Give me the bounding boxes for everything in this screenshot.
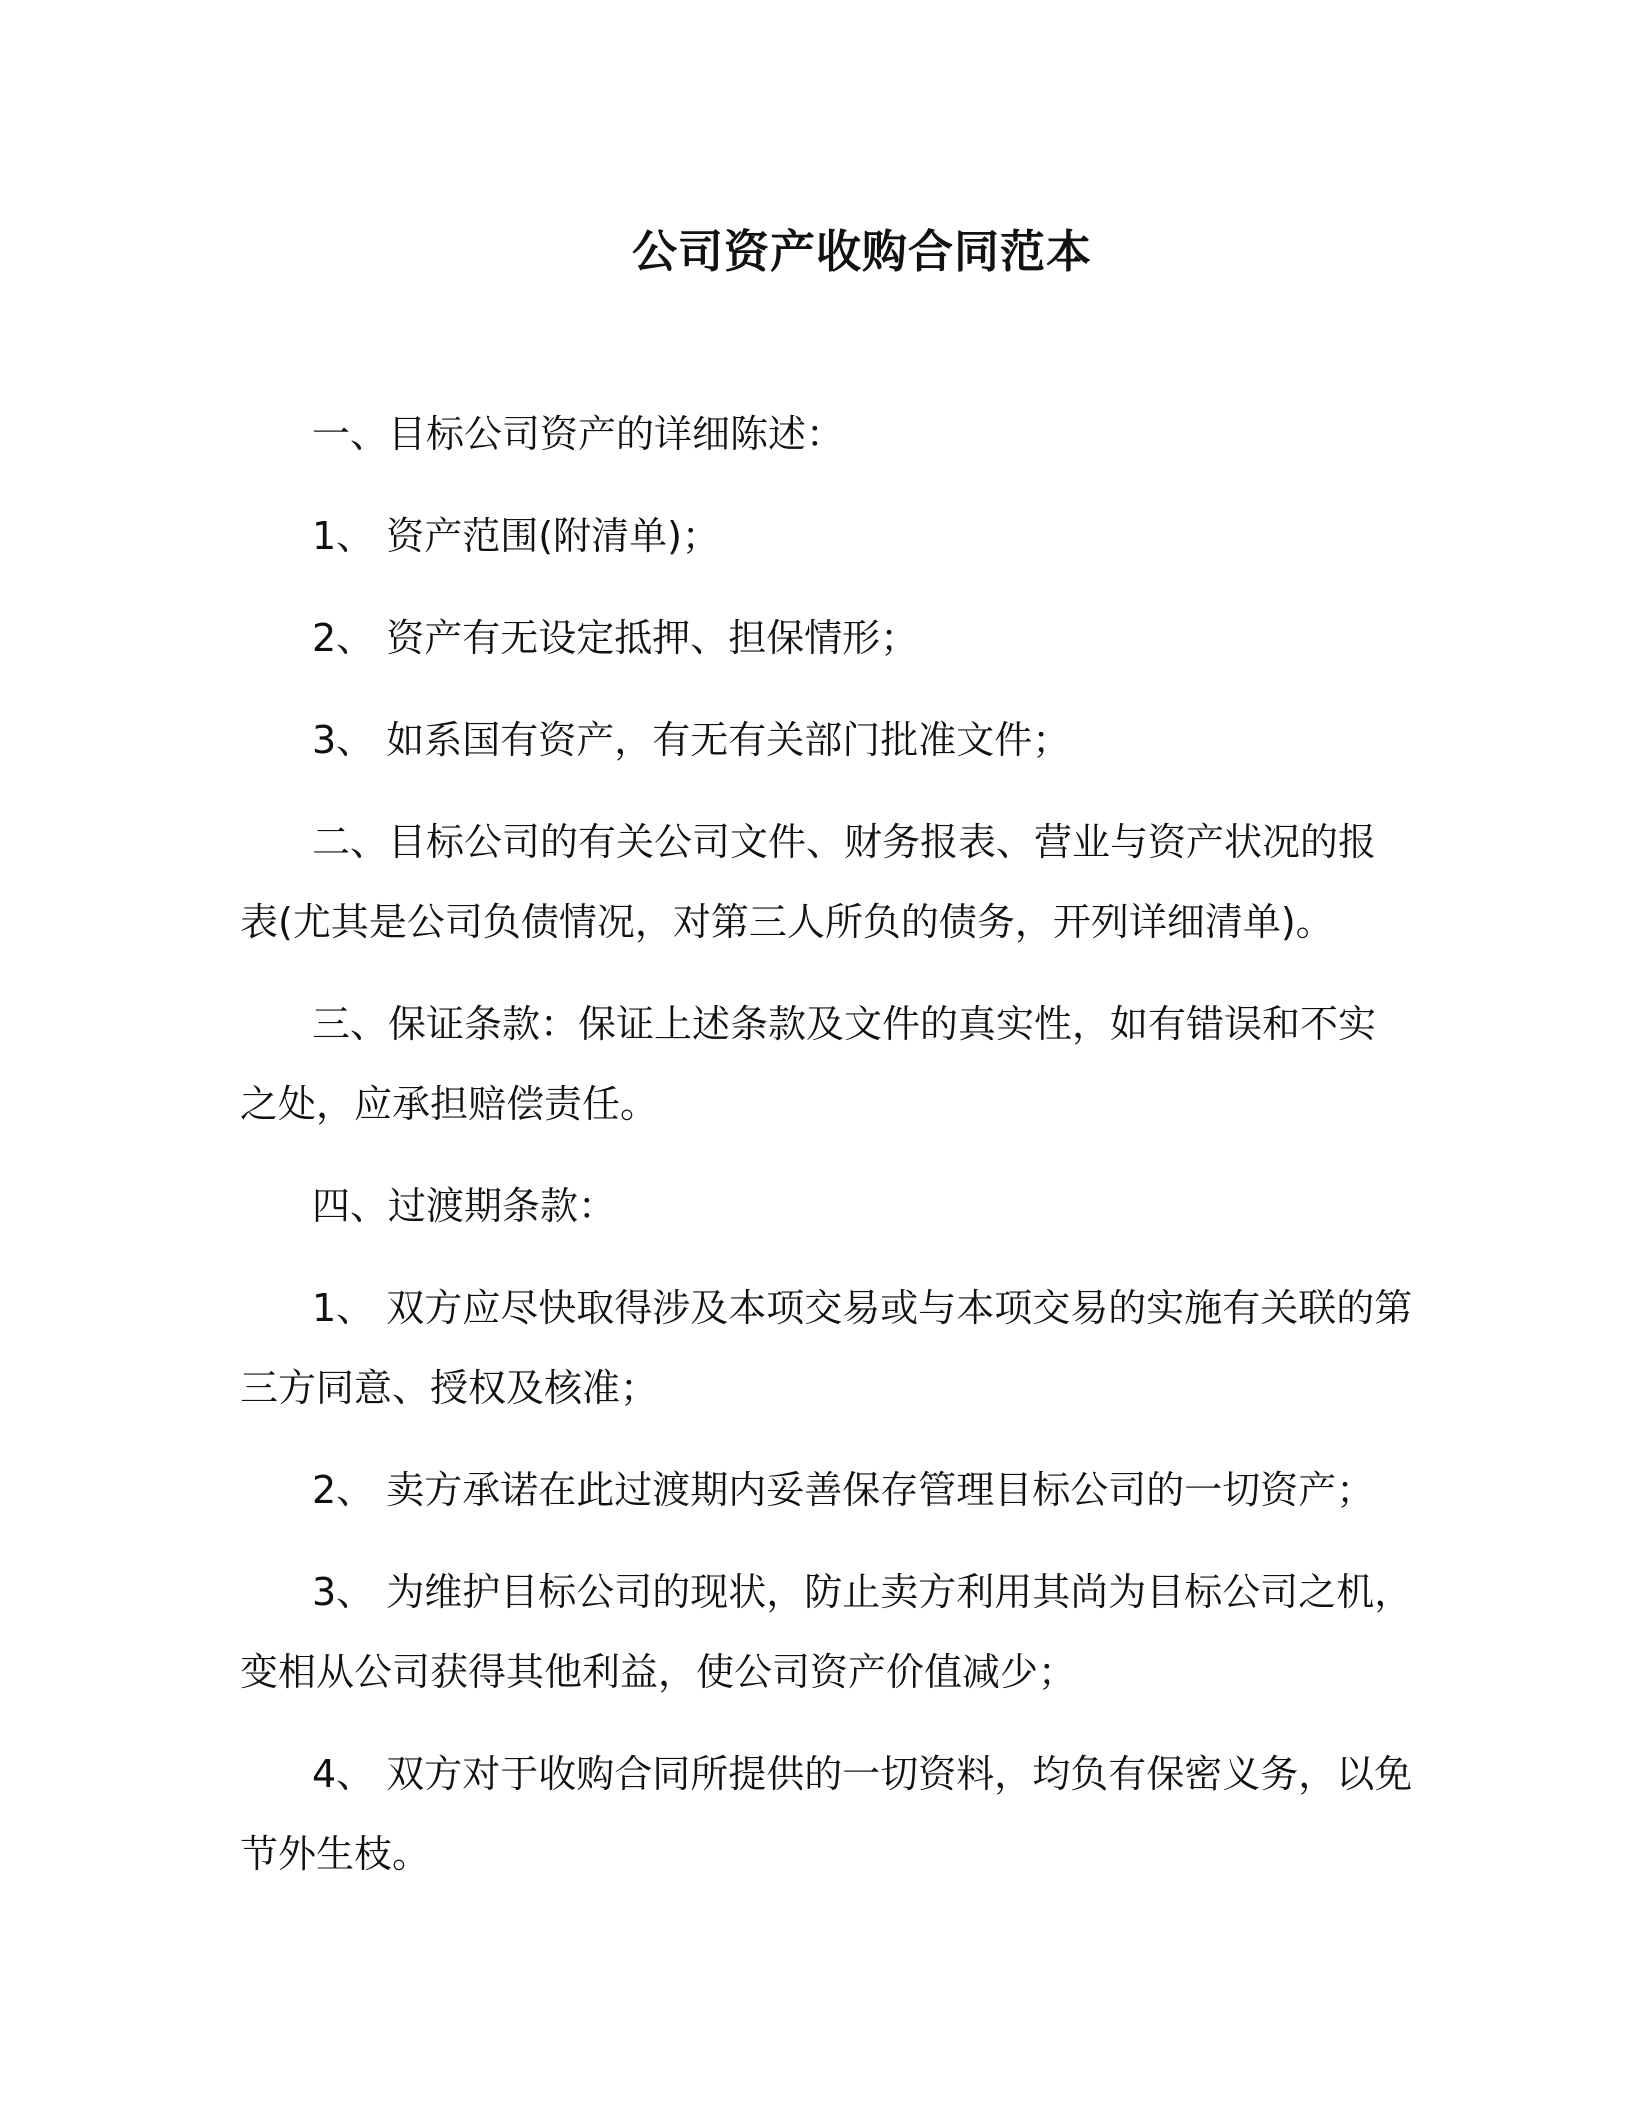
section-3-line-1: 三、保证条款：保证上述条款及文件的真实性，如有错误和不实 bbox=[312, 1002, 1377, 1046]
document-title: 公司资产收购合同范本 bbox=[631, 225, 1092, 278]
section-1-item-2: 2、 资产有无设定抵押、担保情形； bbox=[312, 616, 919, 660]
section-3-line-2: 之处，应承担赔偿责任。 bbox=[240, 1082, 659, 1126]
section-4-item-4-line-2: 节外生枝。 bbox=[240, 1832, 431, 1876]
section-4-item-1-line-2: 三方同意、授权及核准； bbox=[240, 1366, 659, 1410]
section-2-line-1: 二、目标公司的有关公司文件、财务报表、营业与资产状况的报 bbox=[312, 820, 1377, 864]
section-1-item-1: 1、 资产范围(附清单)； bbox=[312, 514, 720, 558]
section-4-item-4-line-1: 4、 双方对于收购合同所提供的一切资料，均负有保密义务，以免 bbox=[312, 1752, 1413, 1796]
section-4-item-1-line-1: 1、 双方应尽快取得涉及本项交易或与本项交易的实施有关联的第 bbox=[312, 1286, 1413, 1330]
section-4-heading: 四、过渡期条款： bbox=[312, 1184, 617, 1228]
section-1-item-3: 3、 如系国有资产，有无有关部门批准文件； bbox=[312, 718, 1071, 762]
section-2-line-2: 表(尤其是公司负债情况，对第三人所负的债务，开列详细清单)。 bbox=[240, 900, 1334, 944]
section-4-item-2: 2、 卖方承诺在此过渡期内妥善保存管理目标公司的一切资产； bbox=[312, 1468, 1375, 1512]
section-4-item-3-line-2: 变相从公司获得其他利益，使公司资产价值减少； bbox=[240, 1650, 1077, 1694]
section-4-item-3-line-1: 3、 为维护目标公司的现状，防止卖方利用其尚为目标公司之机， bbox=[312, 1570, 1413, 1614]
section-1-heading: 一、目标公司资产的详细陈述： bbox=[312, 412, 845, 456]
